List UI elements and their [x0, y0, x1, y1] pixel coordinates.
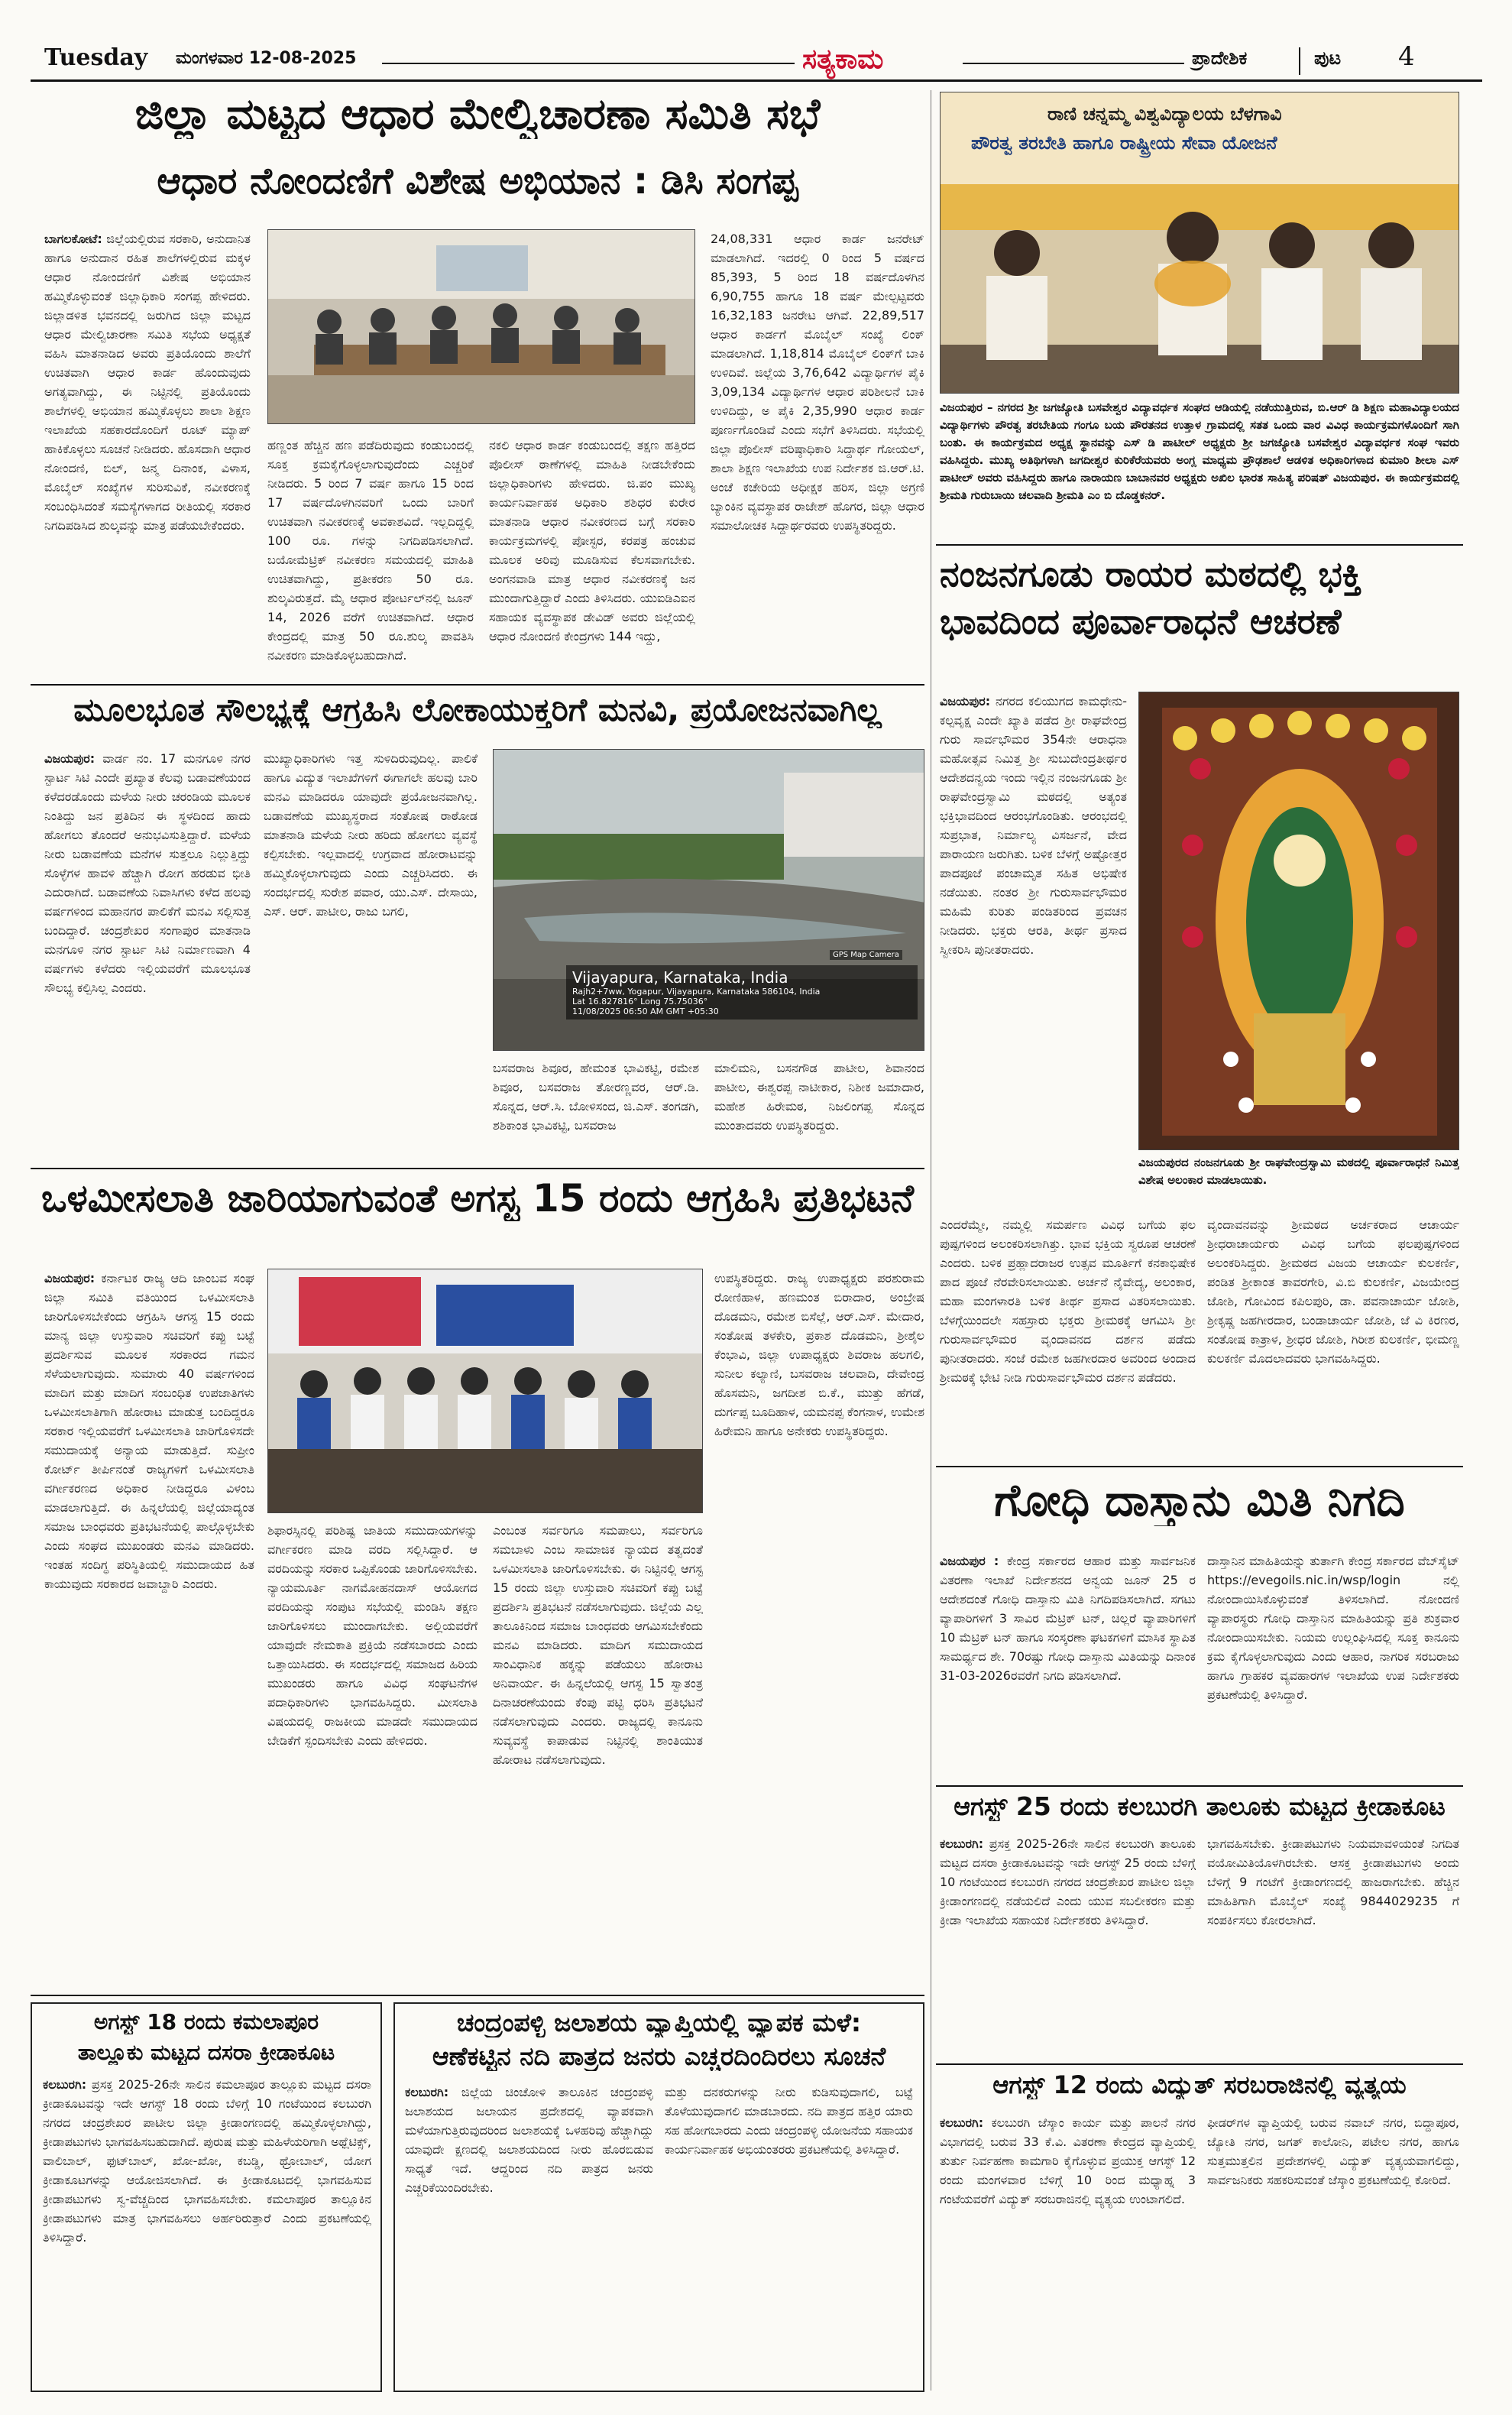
masthead-logo: ಸತ್ಯಕಾಮ	[802, 43, 884, 75]
camp-photo	[940, 92, 1459, 394]
story9-col2: ಮತ್ತು ದನಕರುಗಳನ್ನು ನೀರು ಕುಡಿಸುವುದಾಗಲಿ, ಬಟ್ಟೆ ತೊಳೆಯುವುದಾಗಲಿ ಮಾಡಬಾರದು. ನದಿ ಪಾತ್ರದ ಹತ್ತಿರ ಯಾರು ಸಹ ಹೋಗಬಾರದು ಎಂದು ಚಂದ್ರಂಪಳ್ಳಿ ಯೋಜನೆಯ ಸಹಾಯಕ ಕಾರ್ಯನಿರ್ವಾಹಕ ಅಭಿಯಂತರರು ಪ್ರಕಟಣೆಯಲ್ಲಿ ತಿಳಿಸಿದ್ದಾರೆ.	[665, 2085, 913, 2157]
story3-col-left: ವಿಜಯಪುರ: ನಗರದ ಕಲಿಯುಗದ ಕಾಮಧೇನು-ಕಲ್ಪವೃಕ್ಷ ಎಂದೇ ಖ್ಯಾತಿ ಪಡೆದ ಶ್ರೀ ರಾಘವೇಂದ್ರ ಗುರು ಸಾರ್ವಭೌಮರ 354ನೇ ಆರಾಧನಾ ಮಹೋತ್ಸವ ನಿಮಿತ್ತ ಶ್ರೀ ಸುಬುದೇಂದ್ರತೀರ್ಥರ ಆದೇಶದನ್ವಯ ಇಂದು ಇಲ್ಲಿನ ನಂಜನಗೂಡು ಶ್ರೀ ರಾಘವೇಂದ್ರಸ್ವಾಮಿ ಮಠದಲ್ಲಿ ಅತ್ಯಂತ ಭಕ್ತಿಭಾವದಿಂದ ಆರಂಭಗೊಂಡಿತು. ಆರಂಭದಲ್ಲಿ ಸುಪ್ರಭಾತ, ನಿರ್ಮಾಲ್ಯ ವಿಸರ್ಜನೆ, ವೇದ ಪಾರಾಯಣ ಜರುಗಿತು. ಬಳಿಕ ಬೆಳಗ್ಗೆ ಅಷ್ಟೋತ್ತರ ಪಾದಪೂಜೆ ಪಂಚಾಮೃತ ಸಹಿತ ಅಭಿಷೇಕ ನಡೆಯಿತು. ನಂತರ ಶ್ರೀ ಗುರುಸಾರ್ವಭೌಮರ ಮಹಿಮೆ ಕುರಿತು ಪಂಡಿತರಿಂದ ಪ್ರವಚನ ನೀಡಿದರು. ಭಕ್ತರು ಆರತಿ, ತೀರ್ಥ ಪ್ರಸಾದ ಸ್ವೀಕರಿಸಿ ಪುನೀತರಾದರು.	[940, 694, 1127, 957]
story1-subheadline: ಆಧಾರ ನೋಂದಣಿಗೆ ವಿಶೇಷ ಅಭಿಯಾನ : ಡಿಸಿ ಸಂಗಪ್ಪ	[157, 160, 798, 203]
story2-gps-place: Vijayapura, Karnataka, India	[572, 968, 788, 987]
story5-headline: ಗೋಧಿ ದಾಸ್ತಾನು ಮಿತಿ ನಿಗದಿ	[994, 1475, 1405, 1526]
story4-col2: ಶಿಫಾರಸ್ಸಿನಲ್ಲಿ ಪರಿಶಿಷ್ಟ ಜಾತಿಯ ಸಮುದಾಯಗಳನ್ನು ವರ್ಗೀಕರಣ ಮಾಡಿ ವರದಿ ಸಲ್ಲಿಸಿದ್ದಾರೆ. ಆ ವರದಿಯನ್ನು ಸರಕಾರ ಒಪ್ಪಿಕೊಂಡು ಜಾರಿಗೊಳಿಸಬೇಕು. ನ್ಯಾಯಮೂರ್ತಿ ನಾಗಮೋಹನದಾಸ್ ಆಯೋಗದ ವರದಿಯನ್ನು ಸಂಪುಟ ಸಭೆಯಲ್ಲಿ ಮಂಡಿಸಿ ತಕ್ಷಣ ಜಾರಿಗೊಳಿಸಲು ಮುಂದಾಗಬೇಕು. ಅಲ್ಲಿಯವರೆಗೆ ಯಾವುದೇ ನೇಮಕಾತಿ ಪ್ರಕ್ರಿಯೆ ನಡೆಸಬಾರದು ಎಂದು ಒತ್ತಾಯಿಸಿದರು. ಈ ಸಂದರ್ಭದಲ್ಲಿ ಸಮಾಜದ ಹಿರಿಯ ಮುಖಂಡರು ಹಾಗೂ ವಿವಿಧ ಸಂಘಟನೆಗಳ ಪದಾಧಿಕಾರಿಗಳು ಭಾಗವಹಿಸಿದ್ದರು. ಮೀಸಲಾತಿ ವಿಷಯದಲ್ಲಿ ರಾಜಕೀಯ ಮಾಡದೇ ಸಮುದಾಯದ ಬೇಡಿಕೆಗೆ ಸ್ಪಂದಿಸಬೇಕು ಎಂದು ಹೇಳಿದರು.	[267, 1523, 478, 1748]
camp-banner-line1: ರಾಣಿ ಚನ್ನಮ್ಮ ವಿಶ್ವವಿದ್ಯಾಲಯ ಬೆಳಗಾವಿ	[1047, 103, 1282, 125]
story2-gps-time: 11/08/2025 06:50 AM GMT +05:30	[572, 1007, 719, 1016]
story2-col3: ಬಸವರಾಜ ಶಿವೂರ, ಹೇಮಂತ ಭಾವಿಕಟ್ಟಿ, ರಮೇಶ ಶಿವೂರ, ಬಸವರಾಜ ತೋರಣ್ಣವರ, ಆರ್.ಡಿ. ಸೊನ್ನದ, ಆರ್.ಸಿ. ಬೋಳಿಸಂದ, ಜಿ.ಎಸ್. ತಂಗಡಗಿ, ಶಶಿಕಾಂತ ಭಾವಿಕಟ್ಟಿ, ಬಸವರಾಜ	[493, 1061, 699, 1133]
story1-dateline: ಬಾಗಲಕೋಟೆ:	[44, 232, 102, 246]
story2-headline: ಮೂಲಭೂತ ಸೌಲಭ್ಯಕ್ಕೆ ಆಗ್ರಹಿಸಿ ಲೋಕಾಯುಕ್ತರಿಗೆ ಮನವಿ, ಪ್ರಯೋಜನವಾಗಿಲ್ಲ	[73, 692, 882, 728]
story3-col-a: ಎಂದರೆಮ್ಮೇ, ನಮ್ಮಲ್ಲಿ ಸಮರ್ಪಣ ವಿವಿಧ ಬಗೆಯ ಫಲ ಪುಷ್ಪಗಳಿಂದ ಅಲಂಕರಿಸಲಾಗಿತ್ತು. ಭಾವ ಭಕ್ತಿಯ ಸ್ವರೂಪ ಆಚರಣೆ ಎಂದರು. ಬಳಿಕ ಪ್ರಹ್ಲಾದರಾಜರ ಉತ್ಸವ ಮೂರ್ತಿಗೆ ಕನಕಾಭಿಷೇಕ ಪಾದ ಪೂಜೆ ನೆರವೇರಿಸಲಾಯಿತು. ಅರ್ಚನೆ ನೈವೇದ್ಯ, ಅಲಂಕಾರ, ಮಹಾ ಮಂಗಳಾರತಿ ಬಳಿಕ ತೀರ್ಥ ಪ್ರಸಾದ ವಿತರಿಸಲಾಯಿತು. ಬೆಳಗ್ಗೆಯಿಂದಲೇ ಸಹಸ್ರಾರು ಭಕ್ತರು ಶ್ರೀಮಠಕ್ಕೆ ಆಗಮಿಸಿ ಶ್ರೀ ಗುರುಸಾರ್ವಭೌಮರ ವೃಂದಾವನದ ದರ್ಶನ ಪಡೆದು ಪುನೀತರಾದರು. ಸಂಜೆ ರಮೇಶ ಜಹಗೀರದಾರ ಅವರಿಂದ ಅಂದಾದ ಶ್ರೀಮಠಕ್ಕೆ ಭೇಟಿ ನೀಡಿ ಗುರುಸಾರ್ವಭೌಮರ ದರ್ಶನ ಪಡೆದರು.	[940, 1217, 1196, 1385]
story8-headline-2: ತಾಲ್ಲೂಕು ಮಟ್ಟದ ದಸರಾ ಕ್ರೀಡಾಕೂಟ	[77, 2041, 335, 2065]
story2-col4: ಮಾಲಿಮನಿ, ಬಸನಗೌಡ ಪಾಟೀಲ, ಶಿವಾನಂದ ಪಾಟೀಲ, ಈಶ್ವರಪ್ಪ ನಾಟೀಕಾರ, ನಿಶೀಕ ಜಮಾದಾರ, ಮಹೇಶ ಹಿರೇಮಠ, ನಿಜಲಿಂಗಪ್ಪ ಸೊನ್ನದ ಮುಂತಾದವರು ಉಪಸ್ಥಿತರಿದ್ದರು.	[714, 1061, 924, 1133]
story6-headline: ಆಗಸ್ಟ್ 25 ರಂದು ಕಲಬುರಗಿ ತಾಲೂಕು ಮಟ್ಟದ ಕ್ರೀಡಾಕೂಟ	[953, 1792, 1446, 1821]
story1-col3: ನಕಲಿ ಆಧಾರ ಕಾರ್ಡ ಕಂಡುಬಂದಲ್ಲಿ ತಕ್ಷಣ ಹತ್ತಿರದ ಪೊಲೀಸ್ ಠಾಣೆಗಳಲ್ಲಿ ಮಾಹಿತಿ ನೀಡಬೇಕೆಂದು ಜಿಲ್ಲಾಧಿಕಾರಿಗಳು ಹೇಳಿದರು. ಜಿ.ಪಂ ಮುಖ್ಯ ಕಾರ್ಯನಿರ್ವಾಹಕ ಅಧಿಕಾರಿ ಶಶಿಧರ ಕುರೇರ ಮಾತನಾಡಿ ಆಧಾರ ನವೀಕರಣದ ಬಗ್ಗೆ ಸರಕಾರಿ ಕಾರ್ಯಕ್ರಮಗಳಲ್ಲಿ ಪೋಸ್ಟರ, ಕರಪತ್ರ ಹಂಚುವ ಮೂಲಕ ಅರಿವು ಮೂಡಿಸುವ ಕೆಲಸವಾಗಬೇಕು. ಅಂಗನವಾಡಿ ಮಾತ್ರ ಆಧಾರ ನವೀಕರಣಕ್ಕೆ ಜನ ಮುಂದಾಗುತ್ತಿದ್ದಾರೆ ಎಂದು ತಿಳಿಸಿದರು. ಯುಐಡಿಎಐನ ಸಹಾಯಕ ವ್ಯವಸ್ಥಾಪಕ ಡೇವಿಡ್ ಅವರು ಜಿಲ್ಲೆಯಲ್ಲಿ ಆಧಾರ ನೋಂದಣಿ ಕೇಂದ್ರಗಳು 144 ಇದ್ದು,	[489, 438, 695, 643]
story8-body: ಕಲಬುರಗಿ: ಪ್ರಸಕ್ತ 2025-26ನೇ ಸಾಲಿನ ಕಮಲಾಪೂರ ತಾಲ್ಲೂಕು ಮಟ್ಟದ ದಸರಾ ಕ್ರೀಡಾಕೂಟವನ್ನು ಇದೇ ಆಗಸ್ಟ್ 18 ರಂದು ಬೆಳಿಗ್ಗೆ 10 ಗಂಟೆಯಿಂದ ಕಲಬುರಗಿ ನಗರದ ಚಂದ್ರಶೇಖರ ಪಾಟೀಲ ಜಿಲ್ಲಾ ಕ್ರೀಡಾಂಗಣದಲ್ಲಿ ಹಮ್ಮಿಕೊಳ್ಳಲಾಗಿದ್ದು, ಕ್ರೀಡಾಪಟುಗಳು ಭಾಗವಹಿಸಬಹುದಾಗಿದೆ. ಪುರುಷ ಮತ್ತು ಮಹಿಳೆಯರಿಗಾಗಿ ಅಥ್ಲೆಟಿಕ್ಸ್, ವಾಲಿಬಾಲ್, ಫುಟ್‌ಬಾಲ್, ಖೋ-ಖೋ, ಕಬಡ್ಡಿ, ಥ್ರೋಬಾಲ್, ಯೋಗ ಕ್ರೀಡಾಕೂಟಗಳನ್ನು ಆಯೋಜಿಸಲಾಗಿದೆ. ಈ ಕ್ರೀಡಾಕೂಟದಲ್ಲಿ ಭಾಗವಹಿಸುವ ಕ್ರೀಡಾಪಟುಗಳು ಸ್ವ-ವೆಚ್ಚದಿಂದ ಭಾಗವಹಿಸಬೇಕು. ಕಮಲಾಪೂರ ತಾಲ್ಲೂಕಿನ ಕ್ರೀಡಾಪಟುಗಳು ಮಾತ್ರ ಭಾಗವಹಿಸಲು ಅರ್ಹರಿರುತ್ತಾರೆ ಎಂದು ಪ್ರಕಟಣೆಯಲ್ಲಿ ತಿಳಿಸಿದ್ದಾರೆ.	[43, 2077, 371, 2245]
story3-altar-photo	[1138, 692, 1459, 1150]
story7-col2: ಫೀಡರ್‌ಗಳ ವ್ಯಾಪ್ತಿಯಲ್ಲಿ ಬರುವ ನವಾಬ್ ನಗರ, ಬಿದ್ದಾಪೂರ, ಜ್ಯೋತಿ ನಗರ, ಜಗತ್ ಕಾಲೋನಿ, ಪಟೇಲ ನಗರ, ಹಾಗೂ ಸುತ್ತಮುತ್ತಲಿನ ಪ್ರದೇಶಗಳಲ್ಲಿ ವಿದ್ಯುತ್ ವ್ಯತ್ಯಯವಾಗಲಿದ್ದು, ಸಾರ್ವಜನಿಕರು ಸಹಕರಿಸುವಂತೆ ಜೆಸ್ಕಾಂ ಪ್ರಕಟಣೆಯಲ್ಲಿ ಕೋರಿದೆ.	[1207, 2115, 1459, 2187]
story5-col1: ವಿಜಯಪುರ : ಕೇಂದ್ರ ಸರ್ಕಾರದ ಆಹಾರ ಮತ್ತು ಸಾರ್ವಜನಿಕ ವಿತರಣಾ ಇಲಾಖೆ ನಿರ್ದೇಶನದ ಅನ್ವಯ ಜೂನ್ 25 ರ ಆದೇಶದಂತೆ ಗೋಧಿ ದಾಸ್ತಾನು ಮಿತಿ ನಿಗದಿಪಡಿಸಲಾಗಿದೆ. ಸಗಟು ವ್ಯಾಪಾರಿಗಳಿಗೆ 3 ಸಾವಿರ ಮೆಟ್ರಿಕ್ ಟನ್, ಚಿಲ್ಲರೆ ವ್ಯಾಪಾರಿಗಳಿಗೆ 10 ಮೆಟ್ರಿಕ್ ಟನ್ ಹಾಗೂ ಸಂಸ್ಕರಣಾ ಘಟಕಗಳಿಗೆ ಮಾಸಿಕ ಸ್ಥಾಪಿತ ಸಾಮರ್ಥ್ಯದ ಶೇ. 70ರಷ್ಟು ಗೋಧಿ ದಾಸ್ತಾನು ಮಿತಿಯನ್ನು ದಿನಾಂಕ 31-03-2026ರವರೆಗೆ ನಿಗದಿ ಪಡಿಸಲಾಗಿದೆ.	[940, 1554, 1196, 1683]
story2-gps-address: Rajh2+7ww, Yogapur, Vijayapura, Karnataka 586104, India	[572, 987, 821, 997]
story8-headline-1: ಅಗಸ್ಟ್ 18 ರಂದು ಕಮಲಾಪೂರ	[93, 2010, 319, 2034]
story2-col2: ಮುಖ್ಯಾಧಿಕಾರಿಗಳು ಇತ್ತ ಸುಳಿದಿರುವುದಿಲ್ಲ. ಪಾಲಿಕೆ ಹಾಗೂ ವಿದ್ಯುತ ಇಲಾಖೆಗಳಿಗೆ ಈಗಾಗಲೇ ಹಲವು ಬಾರಿ ಮನವಿ ಮಾಡಿದರೂ ಯಾವುದೇ ಪ್ರಯೋಜನವಾಗಿಲ್ಲ. ಬಡಾವಣೆಯ ಮುಖ್ಯಸ್ಥರಾದ ಸಂತೋಷ ರಾಠೋಡ ಮಾತನಾಡಿ ಮಳೆಯ ನೀರು ಹರಿದು ಹೋಗಲು ವ್ಯವಸ್ಥೆ ಕಲ್ಪಿಸಬೇಕು. ಇಲ್ಲವಾದಲ್ಲಿ ಉಗ್ರವಾದ ಹೋರಾಟವನ್ನು ಹಮ್ಮಿಕೊಳ್ಳಲಾಗುವುದು ಎಂದು ಎಚ್ಚರಿಸಿದರು. ಈ ಸಂದರ್ಭದಲ್ಲಿ ಸುರೇಶ ಪವಾರ, ಯು.ಎಸ್. ದೇಸಾಯಿ, ಎಸ್. ಆರ್. ಪಾಟೀಲ, ರಾಜು ಬಗಲಿ,	[264, 751, 478, 919]
story4-col4: ಉಪಸ್ಥಿತರಿದ್ದರು. ರಾಜ್ಯ ಉಪಾಧ್ಯಕ್ಷರು ಪರಶುರಾಮ ರೋಣಿಹಾಳ, ಹಣಮಂತ ಬಿರಾದಾರ, ಅಂಬ್ರೇಷ ದೊಡಮನಿ, ರಮೇಶ ಬಿಸೆಲ್ಲೆ, ಆರ್.ಎಸ್. ಮೇದಾರ, ಸಂತೋಷ ತಳಕೇರಿ, ಪ್ರಕಾಶ ದೊಡಮನಿ, ಶ್ರೀಶೈಲ ಕೆಂಭಾವಿ, ಜಿಲ್ಲಾ ಉಪಾಧ್ಯಕ್ಷರು ಶಿವರಾಜ ಹಲಗಲಿ, ಸುನೀಲ ಕಲ್ಯಾಣಿ, ಬಸವರಾಜ ಚಲವಾದಿ, ದೇವೇಂದ್ರ ಹೊಸಮನಿ, ಜಗದೀಶ ಬಿ.ಕೆ., ಮುತ್ತು ಹೆಗಡೆ, ದುರ್ಗಪ್ಪ ಬೂದಿಹಾಳ, ಯಮನಪ್ಪ ಕೆಂಗನಾಳ, ಉಮೇಶ ಹಿರೇಮನಿ ಹಾಗೂ ಅನೇಕರು ಉಪಸ್ಥಿತರಿದ್ದರು.	[714, 1271, 924, 1438]
story1-col2: ಹಣ್ಣಂತ ಹೆಚ್ಚಿನ ಹಣ ಪಡೆದಿರುವುದು ಕಂಡುಬಂದಲ್ಲಿ ಸೂಕ್ತ ಕ್ರಮಕೈಗೊಳ್ಳಲಾಗುವುದೆಂದು ಎಚ್ಚರಿಕೆ ನೀಡಿದರು. 5 ರಿಂದ 7 ವರ್ಷ ಹಾಗೂ 15 ರಿಂದ 17 ವರ್ಷದೊಳಗಿನವರಿಗೆ ಒಂದು ಬಾರಿಗೆ ಉಚಿತವಾಗಿ ನವೀಕರಣಕ್ಕೆ ಅವಕಾಶವಿದೆ. ಇಲ್ಲದಿದ್ದಲ್ಲಿ 100 ರೂ. ಗಳನ್ನು ನಿಗದಿಪಡಿಸಲಾಗಿದೆ. ಬಯೋಮೆಟ್ರಿಕ್ ನವೀಕರಣ ಸಮಯದಲ್ಲಿ ಮಾಹಿತಿ ಉಚಿತವಾಗಿದ್ದು, ಪ್ರತೀಕರಣ 50 ರೂ. ಶುಲ್ಕವಿರುತ್ತದೆ. ಮೈ ಆಧಾರ ಪೋರ್ಟಲ್‌ನಲ್ಲಿ ಜೂನ್ 14, 2026 ವರೆಗೆ ಉಚಿತವಾಗಿದೆ. ಆಧಾರ ಕೇಂದ್ರದಲ್ಲಿ ಮಾತ್ರ 50 ರೂ.ಶುಲ್ಕ ಪಾವತಿಸಿ ನವೀಕರಣ ಮಾಡಿಕೊಳ್ಳಬಹುದಾಗಿದೆ.	[267, 438, 474, 663]
story7-col1: ಕಲಬುರಗಿ: ಕಲಬುರಗಿ ಜೆಸ್ಕಾಂ ಕಾರ್ಯ ಮತ್ತು ಪಾಲನೆ ನಗರ ವಿಭಾಗದಲ್ಲಿ ಬರುವ 33 ಕೆ.ವಿ. ವಿತರಣಾ ಕೇಂದ್ರದ ವ್ಯಾಪ್ತಿಯಲ್ಲಿ ತುರ್ತು ನಿರ್ವಹಣಾ ಕಾಮಗಾರಿ ಕೈಗೊಳ್ಳುವ ಪ್ರಯುಕ್ತ ಆಗಸ್ಟ್ 12 ರಂದು ಮಂಗಳವಾರ ಬೆಳಿಗ್ಗೆ 10 ರಿಂದ ಮಧ್ಯಾಹ್ನ 3 ಗಂಟೆಯವರೆಗೆ ವಿದ್ಯುತ್ ಸರಬರಾಜಿನಲ್ಲಿ ವ್ಯತ್ಯಯ ಉಂಟಾಗಲಿದೆ.	[940, 2115, 1196, 2206]
story9-headline-2: ಆಣೆಕಟ್ಟಿನ ನದಿ ಪಾತ್ರದ ಜನರು ಎಚ್ಚರದಿಂದಿರಲು ಸೂಚನೆ	[432, 2042, 886, 2071]
story9-headline-1: ಚಂದ್ರಂಪಳ್ಳಿ ಜಲಾಶಯ ವ್ಯಾಪ್ತಿಯಲ್ಲಿ ವ್ಯಾಪಕ ಮಳೆ:	[456, 2008, 862, 2037]
story6-col1: ಕಲಬುರಗಿ: ಪ್ರಸಕ್ತ 2025-26ನೇ ಸಾಲಿನ ಕಲಬುರಗಿ ತಾಲೂಕು ಮಟ್ಟದ ದಸರಾ ಕ್ರೀಡಾಕೂಟವನ್ನು ಇದೇ ಆಗಸ್ಟ್ 25 ರಂದು ಬೆಳಿಗ್ಗೆ 10 ಗಂಟೆಯಿಂದ ಕಲಬುರಗಿ ನಗರದ ಚಂದ್ರಶೇಖರ ಪಾಟೀಲ ಜಿಲ್ಲಾ ಕ್ರೀಡಾಂಗಣದಲ್ಲಿ ನಡೆಯಲಿದೆ ಎಂದು ಯುವ ಸಬಲೀಕರಣ ಮತ್ತು ಕ್ರೀಡಾ ಇಲಾಖೆಯ ಸಹಾಯಕ ನಿರ್ದೇಶಕರು ತಿಳಿಸಿದ್ದಾರೆ.	[940, 1836, 1196, 1927]
story4-col1: ವಿಜಯಪುರ: ಕರ್ನಾಟಕ ರಾಜ್ಯ ಆದಿ ಜಾಂಬವ ಸಂಘ ಜಿಲ್ಲಾ ಸಮಿತಿ ವತಿಯಿಂದ ಒಳಮೀಸಲಾತಿ ಜಾರಿಗೊಳಿಸಬೇಕೆಂದು ಆಗ್ರಹಿಸಿ ಆಗಸ್ಟ 15 ರಂದು ಮಾನ್ಯ ಜಿಲ್ಲಾ ಉಸ್ತುವಾರಿ ಸಚಿವರಿಗೆ ಕಪ್ಪು ಬಟ್ಟೆ ಪ್ರದರ್ಶಿಸುವ ಮೂಲಕ ಸರಕಾರದ ಗಮನ ಸೆಳೆಯಲಾಗುವುದು. ಸುಮಾರು 40 ವರ್ಷಗಳಿಂದ ಮಾದಿಗ ಮತ್ತು ಮಾದಿಗ ಸಂಬಂಧಿತ ಉಪಜಾತಿಗಳು ಒಳಮೀಸಲಾತಿಗಾಗಿ ಹೋರಾಟ ಮಾಡುತ್ತ ಬಂದಿದ್ದರೂ ಸರಕಾರ ಇಲ್ಲಿಯವರೆಗೆ ಒಳಮೀಸಲಾತಿ ಜಾರಿಗೊಳಿಸದೇ ಸಮುದಾಯಕ್ಕೆ ಅನ್ಯಾಯ ಮಾಡುತ್ತಿದೆ. ಸುಪ್ರೀಂ ಕೋರ್ಟ್ ತೀರ್ಪಿನಂತೆ ರಾಜ್ಯಗಳಿಗೆ ಒಳಮೀಸಲಾತಿ ವರ್ಗೀಕರಣದ ಅಧಿಕಾರ ನೀಡಿದ್ದರೂ ವಿಳಂಬ ಮಾಡಲಾಗುತ್ತಿದೆ. ಈ ಹಿನ್ನಲೆಯಲ್ಲಿ ಜಿಲ್ಲೆಯಾದ್ಯಂತ ಸಮಾಜ ಬಾಂಧವರು ಪ್ರತಿಭಟನೆಯಲ್ಲಿ ಪಾಲ್ಗೊಳ್ಳಬೇಕು ಎಂದು ಸಂಘದ ಮುಖಂಡರು ಮನವಿ ಮಾಡಿದರು. ಇಂತಹ ಸಂದಿಗ್ಧ ಪರಿಸ್ಥಿತಿಯಲ್ಲಿ ಸಮುದಾಯದ ಹಿತ ಕಾಯುವುದು ಸರಕಾರದ ಜವಾಬ್ದಾರಿ ಎಂದರು.	[44, 1271, 254, 1591]
camp-caption: ವಿಜಯಪುರ – ನಗರದ ಶ್ರೀ ಜಗಜ್ಯೋತಿ ಬಸವೇಶ್ವರ ವಿದ್ಯಾವರ್ಧಕ ಸಂಘದ ಆಡಿಯಲ್ಲಿ ನಡೆಯುತ್ತಿರುವ, ಬಿ.ಆರ್ ಡಿ ಶಿಕ್ಷಣ ಮಹಾವಿದ್ಯಾಲಯದ ವಿದ್ಯಾರ್ಥಿಗಳು ಪೌರತ್ವ ತರಬೇತಿಯ ಗಂಗೂ ಬಯ ಪೌರತನದ ಉತ್ತಾಳ ಗ್ರಾಮದಲ್ಲಿ ಸತತ ಒಂದು ವಾರ ವಿವಿಧ ಕಾರ್ಯಕ್ರಮಗಳೊಂದಿಗೆ ಸಾಗಿ ಬಂತು. ಈ ಕಾರ್ಯಕ್ರಮದ ಅಧ್ಯಕ್ಷ ಸ್ಥಾನವನ್ನು ಎಸ್ ಡಿ ಪಾಟೀಲ್ ಅಧ್ಯಕ್ಷರು ಶ್ರೀ ಜಗಜ್ಯೋತಿ ಬಸವೇಶ್ವರ ವಿದ್ಯಾವರ್ಧಕ ಸಂಘ ಇವರು ವಹಿಸಿದ್ದರು. ಮುಖ್ಯ ಅತಿಥಿಗಳಾಗಿ ಜಗದೀಶ್ವರ ಕುರಿಕೆರೆಯವರು ಅಂಗ್ಲ ಮಾಧ್ಯಮ ಪ್ರೌಢಶಾಲೆ ಆಡಳಿತ ಅಧಿಕಾರಿಗಳಾದ ಕುಮಾರಿ ಶೀಲಾ ಎಸ್ ಪಾಟೀಲ್ ಅವರು ವಹಿಸಿದ್ದರು ಹಾಗೂ ನಾರಾಯಣ ಬಾಬಾನವರ ಅಧ್ಯಕ್ಷರು ಅಖಿಲ ಭಾರತ ಸಾಹಿತ್ಯ ಪರಿಷತ್ ವಿಜಯಪುರ. ಈ ಕಾರ್ಯಕ್ರಮದಲ್ಲಿ ಶ್ರೀಮತಿ ಗುರುಬಾಯಿ ಚಲವಾದಿ ಶ್ರೀಮತಿ ಎಂ ಬಿ ದೊಡ್ಡಕನರ್.	[940, 400, 1459, 502]
story3-col-b: ವೃಂದಾವನವನ್ನು ಶ್ರೀಮಠದ ಅರ್ಚಕರಾದ ಆಚಾರ್ಯ ಶ್ರೀಧರಾಚಾರ್ಯರು ವಿವಿಧ ಬಗೆಯ ಫಲಪುಷ್ಪಗಳಿಂದ ಅಲಂಕರಿಸಿದ್ದರು. ಶ್ರೀಮಠದ ವಿಜಯ ಆಚಾರ್ಯ ಕುಲಕರ್ಣಿ, ಪಂಡಿತ ಶ್ರೀಕಾಂತ ತಾವರಗೇರಿ, ವಿ.ಬಿ ಕುಲಕರ್ಣಿ, ವಿಜಯೇಂದ್ರ ಜೋಶಿ, ಗೋವಿಂದ ಕಪಿಲಪುರಿ, ಡಾ. ಪವನಾಚಾರ್ಯ ಜೋಶಿ, ಶ್ರೀಕೃಷ್ಣ ಜಹಗೀರದಾರ, ಬಂಡಾಚಾರ್ಯ ಜೋಶಿ, ಜೆ ವಿ ಕಿರಣರ, ಸಂತೋಷ ಕಾತ್ರಾಳ, ಶ್ರೀಧರ ಜೋಶಿ, ಗಿರೀಶ ಕುಲಕರ್ಣಿ, ಭೀಮಣ್ಣ ಕುಲಕರ್ಣಿ ಮೊದಲಾದವರು ಭಾಗವಹಿಸಿದ್ದರು.	[1207, 1217, 1459, 1366]
story3-caption: ವಿಜಯಪುರದ ನಂಜನಗೂಡು ಶ್ರೀ ರಾಘವೇಂದ್ರಸ್ವಾಮಿ ಮಠದಲ್ಲಿ ಪೂರ್ವಾರಾಧನೆ ನಿಮಿತ್ತ ವಿಶೇಷ ಅಲಂಕಾರ ಮಾಡಲಾಯಿತು.	[1138, 1156, 1459, 1187]
masthead-page-label: ಪುಟ	[1314, 47, 1342, 69]
masthead-date: ಮಂಗಳವಾರ 12-08-2025	[176, 49, 357, 68]
story5-col2: ದಾಸ್ತಾನಿನ ಮಾಹಿತಿಯನ್ನು ತುರ್ತಾಗಿ ಕೇಂದ್ರ ಸರ್ಕಾರದ ವೆಬ್‌ಸೈಟ್ https://evegoils.nic.in/wsp/login ನಲ್ಲಿ ನೋಂದಾಯಿಸಿಕೊಳ್ಳುವಂತೆ ತಿಳಿಸಲಾಗಿದೆ. ನೋಂದಣಿ ವ್ಯಾಪಾರಸ್ಥರು ಗೋಧಿ ದಾಸ್ತಾನಿನ ಮಾಹಿತಿಯನ್ನು ಪ್ರತಿ ಶುಕ್ರವಾರ ನೋಂದಾಯಿಸಬೇಕು. ನಿಯಮ ಉಲ್ಲಂಘಿಸಿದಲ್ಲಿ ಸೂಕ್ತ ಕಾನೂನು ಕ್ರಮ ಕೈಗೊಳ್ಳಲಾಗುವುದು ಎಂದು ಆಹಾರ, ನಾಗರಿಕ ಸರಬರಾಜು ಹಾಗೂ ಗ್ರಾಹಕರ ವ್ಯವಹಾರಗಳ ಇಲಾಖೆಯ ಉಪ ನಿರ್ದೇಶಕರು ಪ್ರಕಟಣೆಯಲ್ಲಿ ತಿಳಿಸಿದ್ದಾರೆ.	[1207, 1554, 1459, 1702]
story6-col2: ಭಾಗವಹಿಸಬೇಕು. ಕ್ರೀಡಾಪಟುಗಳು ನಿಯಮಾವಳಿಯಂತೆ ನಿಗದಿತ ವಯೋಮಿತಿಯೊಳಗಿರಬೇಕು. ಆಸಕ್ತ ಕ್ರೀಡಾಪಟುಗಳು ಅಂದು ಬೆಳಿಗ್ಗೆ 9 ಗಂಟೆಗೆ ಕ್ರೀಡಾಂಗಣದಲ್ಲಿ ಹಾಜರಾಗಬೇಕು. ಹೆಚ್ಚಿನ ಮಾಹಿತಿಗಾಗಿ ಮೊಬೈಲ್ ಸಂಖ್ಯೆ 9844029235 ಗೆ ಸಂಪರ್ಕಿಸಲು ಕೋರಲಾಗಿದೆ.	[1207, 1836, 1459, 1927]
story4-col3: ಎಂಬಂತ ಸರ್ವರಿಗೂ ಸಮಪಾಲು, ಸರ್ವರಿಗೂ ಸಮಬಾಳು ಎಂಬ ಸಾಮಾಜಿಕ ನ್ಯಾಯದ ತತ್ವದಂತೆ ಒಳಮೀಸಲಾತಿ ಜಾರಿಗೊಳಿಸಬೇಕು. ಈ ನಿಟ್ಟಿನಲ್ಲಿ ಆಗಸ್ಟ 15 ರಂದು ಜಿಲ್ಲಾ ಉಸ್ತುವಾರಿ ಸಚಿವರಿಗೆ ಕಪ್ಪು ಬಟ್ಟೆ ಪ್ರದರ್ಶಿಸಿ ಪ್ರತಿಭಟನೆ ನಡೆಸಲಾಗುವುದು. ಜಿಲ್ಲೆಯ ಎಲ್ಲ ತಾಲೂಕಿನಿಂದ ಸಮಾಜ ಬಾಂಧವರು ಆಗಮಿಸಬೇಕೆಂದು ಮನವಿ ಮಾಡಿದರು. ಮಾದಿಗ ಸಮುದಾಯದ ಸಾಂವಿಧಾನಿಕ ಹಕ್ಕನ್ನು ಪಡೆಯಲು ಹೋರಾಟ ಅನಿವಾರ್ಯ. ಈ ಹಿನ್ನಲೆಯಲ್ಲಿ ಆಗಸ್ಟ 15 ಸ್ವಾತಂತ್ರ ದಿನಾಚರಣೆಯಂದು ಕೆಂಪು ಪಟ್ಟಿ ಧರಿಸಿ ಪ್ರತಿಭಟನೆ ನಡೆಸಲಾಗುವುದು ಎಂದರು. ರಾಜ್ಯದಲ್ಲಿ ಕಾನೂನು ಸುವ್ಯವಸ್ಥೆ ಕಾಪಾಡುವ ನಿಟ್ಟಿನಲ್ಲಿ ಶಾಂತಿಯುತ ಹೋರಾಟ ನಡೆಸಲಾಗುವುದು.	[493, 1523, 703, 1767]
masthead	[0, 0, 1512, 92]
camp-banner-line2: ಪೌರತ್ವ ತರಬೇತಿ ಹಾಗೂ ರಾಷ್ಟ್ರೀಯ ಸೇವಾ ಯೋಜನೆ	[971, 132, 1277, 154]
story4-headline: ಒಳಮೀಸಲಾತಿ ಜಾರಿಯಾಗುವಂತೆ ಅಗಸ್ಟ 15 ರಂದು ಆಗ್ರಹಿಸಿ ಪ್ರತಿಭಟನೆ	[41, 1177, 914, 1220]
story3-headline: ನಂಜನಗೂಡು ರಾಯರ ಮಠದಲ್ಲಿ ಭಕ್ತಿ ಭಾವದಿಂದ ಪೂರ್ವಾರಾಧನೆ ಆಚರಣೆ	[940, 553, 1362, 642]
story9-col1: ಕಲಬುರಗಿ: ಜಿಲ್ಲೆಯ ಚಿಂಚೋಳಿ ತಾಲೂಕಿನ ಚಂದ್ರಂಪಳ್ಳಿ ಜಲಾಶಯದ ಜಲಾಯನ ಪ್ರದೇಶದಲ್ಲಿ ವ್ಯಾಪಕವಾಗಿ ಮಳೆಯಾಗುತ್ತಿರುವುದರಿಂದ ಜಲಾಶಯಕ್ಕೆ ಒಳಹರಿವು ಹೆಚ್ಚಾಗಿದ್ದು ಯಾವುದೇ ಕ್ಷಣದಲ್ಲಿ ಜಲಾಶಯದಿಂದ ನೀರು ಹೊರಬಿಡುವ ಸಾಧ್ಯತೆ ಇದೆ. ಆದ್ದರಿಂದ ನದಿ ಪಾತ್ರದ ಜನರು ಎಚ್ಚರಿಕೆಯಿಂದಿರಬೇಕು.	[405, 2085, 653, 2195]
story1-col1	[44, 229, 251, 680]
story1-headline: ಜಿಲ್ಲಾ ಮಟ್ಟದ ಆಧಾರ ಮೇಲ್ವಿಚಾರಣಾ ಸಮಿತಿ ಸಭೆ	[134, 90, 821, 139]
story7-headline: ಆಗಸ್ಟ್ 12 ರಂದು ವಿದ್ಯುತ್ ಸರಬರಾಜಿನಲ್ಲಿ ವ್ಯತ್ಯಯ	[992, 2071, 1407, 2099]
masthead-page-number: 4	[1398, 41, 1415, 72]
story2-gps-latlong: Lat 16.827816° Long 75.75036°	[572, 997, 708, 1007]
story2-gps-overlay	[566, 965, 918, 1019]
story1-col1-text: ಜಿಲ್ಲೆಯಲ್ಲಿರುವ ಸರಕಾರಿ, ಅನುದಾನಿತ ಹಾಗೂ ಅನುದಾನ ರಹಿತ ಶಾಲೆಗಳಲ್ಲಿರುವ ಮಕ್ಕಳ ಆಧಾರ ನೋಂದಣಿಗೆ ವಿಶೇಷ ಅಭಿಯಾನ ಹಮ್ಮಿಕೊಳ್ಳುವಂತೆ ಜಿಲ್ಲಾಧಿಕಾರಿ ಸಂಗಪ್ಪ ಹೇಳಿದರು. ಜಿಲ್ಲಾಡಳಿತ ಭವನದಲ್ಲಿ ಜರುಗಿದ ಜಿಲ್ಲಾ ಮಟ್ಟದ ಆಧಾರ ಮೇಲ್ವಿಚಾರಣಾ ಸಮಿತಿ ಸಭೆಯ ಅಧ್ಯಕ್ಷತೆ ವಹಿಸಿ ಮಾತನಾಡಿದ ಅವರು ಪ್ರತಿಯೊಂದು ಶಾಲೆಗೆ ಉಚಿತವಾಗಿ ಆಧಾರ ಕಾರ್ಡ ಹೊಂದುವುದು ಅಗತ್ಯವಾಗಿದ್ದು, ಈ ನಿಟ್ಟಿನಲ್ಲಿ ಪ್ರತಿಯೊಂದು ಶಾಲೆಗಳಲ್ಲಿ ಅಭಿಯಾನ ಹಮ್ಮಿಕೊಳ್ಳಲು ಶಾಲಾ ಶಿಕ್ಷಣ ಇಲಾಖೆಯ ಸಹಕಾರದೊಂದಿಗೆ ರೂಟ್ ಮ್ಯಾಪ್ ಹಾಕಿಕೊಳ್ಳಲು ಸೂಚನೆ ನೀಡಿದರು. ಹೊಸದಾಗಿ ಆಧಾರ ನೋಂದಣಿ, ಬಿಲ್, ಜನ್ಮ ದಿನಾಂಕ, ವಿಳಾಸ, ಮೊಬೈಲ್ ಸಂಖ್ಯೆಗಳ ಸುರಿಸುವಿಕೆ, ನವೀಕರಣಕ್ಕೆ ಸಂಬಂಧಿಸಿದಂತೆ ಸಮಸ್ಯೆಗಳಾಗದ ರೀತಿಯಲ್ಲಿ ಸರಕಾರ ನಿಗದಿಪಡಿಸಿದ ಶುಲ್ಕವನ್ನು ಮಾತ್ರ ಪಡೆಯಬೇಕೆಂದರು.	[44, 232, 251, 533]
masthead-section: ಪ್ರಾದೇಶಿಕ	[1192, 47, 1248, 69]
masthead-day: Tuesday	[44, 44, 148, 71]
story2-col1: ವಿಜಯಪುರ: ವಾರ್ಡ ನಂ. 17 ಮನಗೂಳಿ ನಗರ ಸ್ಟಾರ್ಟ ಸಿಟಿ ಎಂದೇ ಪ್ರಖ್ಯಾತ ಕೆಲವು ಬಡಾವಣೆಯಂದ ಕಳೆದರಡೊಂದು ಮಳೆಯ ನೀರು ಚರಂಡಿಯ ಮೂಲಕ ನಿಂತಿದ್ದು ಜನ ಪ್ರತಿದಿನ ಈ ಸ್ಥಳದಿಂದ ಹಾದು ಹೋಗಲು ತೊಂದರೆ ಅನುಭವಿಸುತ್ತಿದ್ದಾರೆ. ಮಳೆಯ ನೀರು ಬಡಾವಣೆಯ ಮನೆಗಳ ಸುತ್ತಲೂ ನಿಲ್ಲುತ್ತಿದ್ದು ಸೊಳ್ಳೆಗಳ ಹಾವಳಿ ಹೆಚ್ಚಾಗಿ ರೋಗ ಹರಡುವ ಭೀತಿ ಎದುರಾಗಿದೆ. ಬಡಾವಣೆಯ ನಿವಾಸಿಗಳು ಕಳೆದ ಹಲವು ವರ್ಷಗಳಿಂದ ಮಹಾನಗರ ಪಾಲಿಕೆಗೆ ಮನವಿ ಸಲ್ಲಿಸುತ್ತ ಬಂದಿದ್ದಾರೆ. ಚಂದ್ರಶೇಖರ ಸಂಗಾಪುರ ಮಾತನಾಡಿ ಮನಗೂಳಿ ನಗರ ಸ್ಟಾರ್ಟ ಸಿಟಿ ನಿರ್ಮಾಣವಾಗಿ 4 ವರ್ಷಗಳು ಕಳೆದರು ಇಲ್ಲಿಯವರೆಗೆ ಮೂಲಭೂತ ಸೌಲಭ್ಯ ಕಲ್ಪಿಸಿಲ್ಲ ಎಂದರು.	[44, 751, 251, 995]
story4-press-photo	[267, 1269, 703, 1513]
story2-waterlogged-photo	[493, 749, 924, 1051]
story1-meeting-photo	[267, 229, 695, 424]
story2-gps-badge: GPS Map Camera	[830, 950, 902, 960]
story1-col4: 24,08,331 ಆಧಾರ ಕಾರ್ಡ ಜನರೇಟ್ ಮಾಡಲಾಗಿದೆ. ಇದರಲ್ಲಿ 0 ರಿಂದ 5 ವರ್ಷದ 85,393, 5 ರಿಂದ 18 ವರ್ಷದೊಳಗಿನ 6,90,755 ಹಾಗೂ 18 ವರ್ಷ ಮೇಲ್ಪಟ್ಟವರು 16,32,183 ಜನರೇಟ ಆಗಿವೆ. 22,89,517 ಆಧಾರ ಕಾರ್ಡಗೆ ಮೊಬೈಲ್ ಸಂಖ್ಯೆ ಲಿಂಕ್ ಮಾಡಲಾಗಿದೆ. 1,18,814 ಮೊಬೈಲ್ ಲಿಂಕ್‌ಗೆ ಬಾಕಿ ಉಳಿದಿವೆ. ಜಿಲ್ಲೆಯ 3,76,642 ವಿದ್ಯಾರ್ಥಿಗಳ ಪೈಕಿ 3,09,134 ವಿದ್ಯಾರ್ಥಿಗಳ ಆಧಾರ ಪರಿಶೀಲನೆ ಬಾಕಿ ಉಳಿದಿದ್ದು, ಅ ಪೈಕಿ 2,35,990 ಆಧಾರ ಕಾರ್ಡ ಪೂರ್ಣಗೊಂಡಿವೆ ಎಂದು ಸಭೆಗೆ ತಿಳಿಸಿದರು. ಸಭೆಯಲ್ಲಿ ಜಿಲ್ಲಾ ಪೊಲೀಸ್ ವರಿಷ್ಠಾಧಿಕಾರಿ ಸಿದ್ದಾರ್ಥ ಗೋಯಲ್, ಶಾಲಾ ಶಿಕ್ಷಣ ಇಲಾಖೆಯ ಉಪ ನಿರ್ದೇಶಕ ಜಿ.ಆರ್.ಟಿ. ಅಂಚೆ ಕಚೇರಿಯ ಅಧೀಕ್ಷಕ ಹರಿಸ, ಜಿಲ್ಲಾ ಅಗ್ರಣಿ ಬ್ಯಾಂಕಿನ ವ್ಯವಸ್ಥಾಪಕ ರಾಜೇಶ್ ಹೊಗರ, ಜಿಲ್ಲಾ ಆಧಾರ ಸಮಾಲೋಚಕ ಸಿದ್ದಾರ್ಥರವರು ಉಪಸ್ಥಿತರಿದ್ದರು.	[711, 232, 924, 533]
